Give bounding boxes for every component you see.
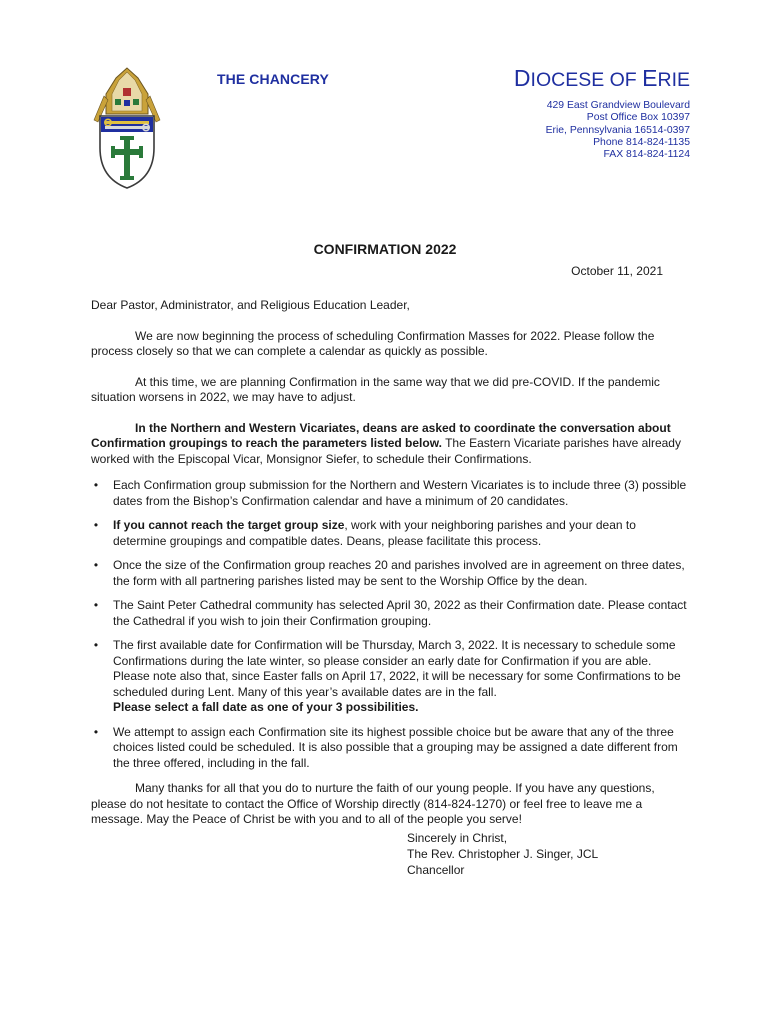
address-line: Post Office Box 10397 bbox=[586, 112, 690, 124]
signer-title: Chancellor bbox=[407, 863, 465, 877]
bullet: • bbox=[93, 518, 99, 532]
list-item: • Once the size of the Confirmation group reaches 20 and parishes involved are in agreement on three dates, the form with all partnering parishes listed may be sent to the Worship Office by the dean. bbox=[91, 558, 691, 589]
paragraph-thanks: Many thanks for all that you do to nurture the faith of our young people. If you have any questions, please do not hesitate to contact the Office of Worship directly (814-824-1270) or feel free to leave me a message. May the Peace of Christ be with you and to all of the people you serve! bbox=[91, 781, 655, 826]
list-item: • If you cannot reach the target group size, work with your neighboring parishes and your dean to determine groupings and compatible dates. Deans, please facilitate this process. bbox=[91, 518, 691, 549]
paragraph-intro: We are now beginning the process of scheduling Confirmation Masses for 2022. Please follow the process closely so that we can complete a calendar as quickly as possible. bbox=[91, 328, 655, 358]
chancery-heading: THE CHANCERY bbox=[217, 71, 329, 87]
bullet: • bbox=[93, 598, 99, 612]
diocese-name: DIOCESE OF ERIE bbox=[513, 65, 690, 91]
fall-date-emphasis: Please select a fall date as one of your 3 possibilities. bbox=[113, 700, 419, 714]
guidelines-list bbox=[91, 478, 691, 771]
list-item: • The first available date for Confirmation will be Thursday, March 3, 2022. It is necessary to schedule some Confirmations during the late winter, so please consider an early date for Confirmation if you are able. Please note also that, since Easter falls on April 17, 2022, it will be necessary for some Confirmations to be scheduled during Lent. Many of this year’s available dates are in the fall. Please select a fall date as one of your 3 possibilities. bbox=[91, 638, 691, 716]
letter-date: October 11, 2021 bbox=[571, 264, 663, 278]
vicariates-emphasis: In the Northern and Western Vicariates, deans are asked to coordinate the conversation about Confirmation groupings to reach the parameters listed below. bbox=[91, 420, 671, 450]
address-line: 429 East Grandview Boulevard bbox=[546, 100, 690, 111]
bullet: • bbox=[93, 638, 99, 652]
address-line: Erie, Pennsylvania 16514-0397 bbox=[545, 124, 690, 136]
salutation: Dear Pastor, Administrator, and Religious Education Leader, bbox=[91, 298, 410, 312]
list-item: • Each Confirmation group submission for the Northern and Western Vicariates is to include three (3) possible dates from the Bishop’s Confirmation calendar and have a minimum of 20 candidates. bbox=[91, 478, 691, 509]
letter-body bbox=[91, 298, 691, 828]
paragraph-vicariates: In the Northern and Western Vicariates, deans are asked to coordinate the conversation about Confirmation groupings to reach the parameters listed below. The Eastern Vicariate parishes have already worked with the Episcopal Vicar, Monsignor Siefer, to schedule their Confirmations. bbox=[91, 420, 681, 466]
signature-block bbox=[407, 830, 598, 878]
letter-title: CONFIRMATION 2022 bbox=[313, 241, 457, 257]
diocesan-coat-of-arms-icon bbox=[86, 66, 168, 190]
signer-name: The Rev. Christopher J. Singer, JCL bbox=[407, 847, 599, 861]
bullet: • bbox=[93, 558, 99, 572]
list-item: • We attempt to assign each Confirmation site its highest possible choice but be aware that any of the three choices listed could be scheduled. It is also possible that a grouping may be assigned a date different from the three offered, including in the fall. bbox=[91, 725, 691, 772]
list-item: • The Saint Peter Cathedral community has selected April 30, 2022 as their Confirmation date. Please contact the Cathedral if you wish to join their Confirmation grouping. bbox=[91, 598, 691, 629]
address-block bbox=[546, 100, 690, 161]
closing-phrase: Sincerely in Christ, bbox=[407, 831, 508, 845]
phone-line: Phone 814-824-1135 bbox=[593, 136, 690, 148]
bullet: • bbox=[93, 724, 99, 739]
paragraph-covid: At this time, we are planning Confirmation in the same way that we did pre-COVID. If the pandemic situation worsens in 2022, we may have to adjust. bbox=[91, 374, 660, 404]
fax-line: FAX 814-824-1124 bbox=[603, 149, 690, 161]
bullet: • bbox=[93, 478, 99, 492]
